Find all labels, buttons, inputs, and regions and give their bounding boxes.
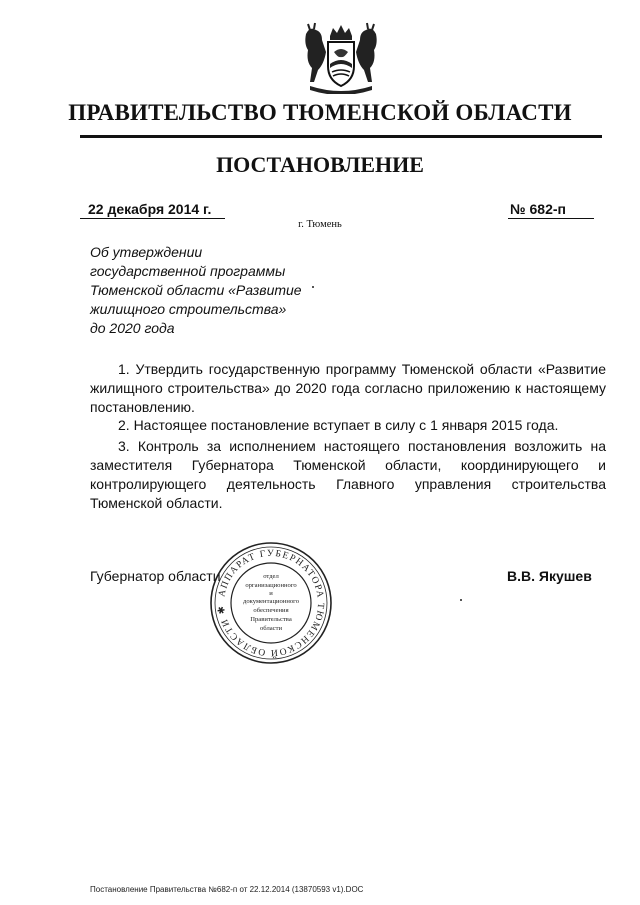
issue-city: г. Тюмень [298,219,342,230]
svg-text:документационного: документационного [242,598,300,605]
svg-text:АППАРАТ ГУБЕРНАТОРА ТЮМЕНСКОЙ: АППАРАТ ГУБЕРНАТОРА ТЮМЕНСКОЙ ОБЛАСТИ ✱ [216,548,326,658]
svg-text:Правительства: Правительства [250,616,292,623]
official-stamp [209,541,333,665]
subject-line: жилищного строительства» [90,301,287,317]
svg-text:обеспечения: обеспечения [253,607,289,614]
subject-line: государственной программы [90,263,286,279]
header-divider [80,135,602,138]
subject-line: до 2020 года [90,320,175,336]
subject-line: Тюменской области «Развитие [90,282,302,298]
clause-2: 2. Настоящее постановление вступает в силу с 1 января 2015 года. [118,417,559,433]
government-title: ПРАВИТЕЛЬСТВО ТЮМЕНСКОЙ ОБЛАСТИ [68,100,572,125]
svg-text:отдел: отдел [263,573,279,580]
svg-text:организационного: организационного [245,582,297,589]
document-date: 22 декабря 2014 г. [88,201,212,217]
subject-line: Об утверждении [90,244,203,260]
scan-speck [460,599,462,601]
svg-text:и: и [269,590,273,597]
coat-of-arms-icon [300,22,382,94]
signatory-position: Губернатор области [90,568,221,584]
svg-text:области: области [259,625,283,632]
clause-3: 3. Контроль за исполнением настоящего постановления возложить на заместителя Губернатора Тюменской области, координирующего и контролирующего деятельность Главного управления строительства Тюменской области. [90,438,606,511]
document-subject [90,243,330,338]
document-number: № 682-п [510,201,566,217]
document-type: ПОСТАНОВЛЕНИЕ [216,152,424,177]
scan-speck [312,286,314,288]
document-footer: Постановление Правительства №682-п от 22.12.2014 (13870593 v1).DOC [90,885,364,894]
signatory-name: В.В. Якушев [507,568,592,584]
clause-1: 1. Утвердить государственную программу Тюменской области «Развитие жилищного строительства» до 2020 года согласно приложению к настоящему постановлению. [90,361,606,415]
